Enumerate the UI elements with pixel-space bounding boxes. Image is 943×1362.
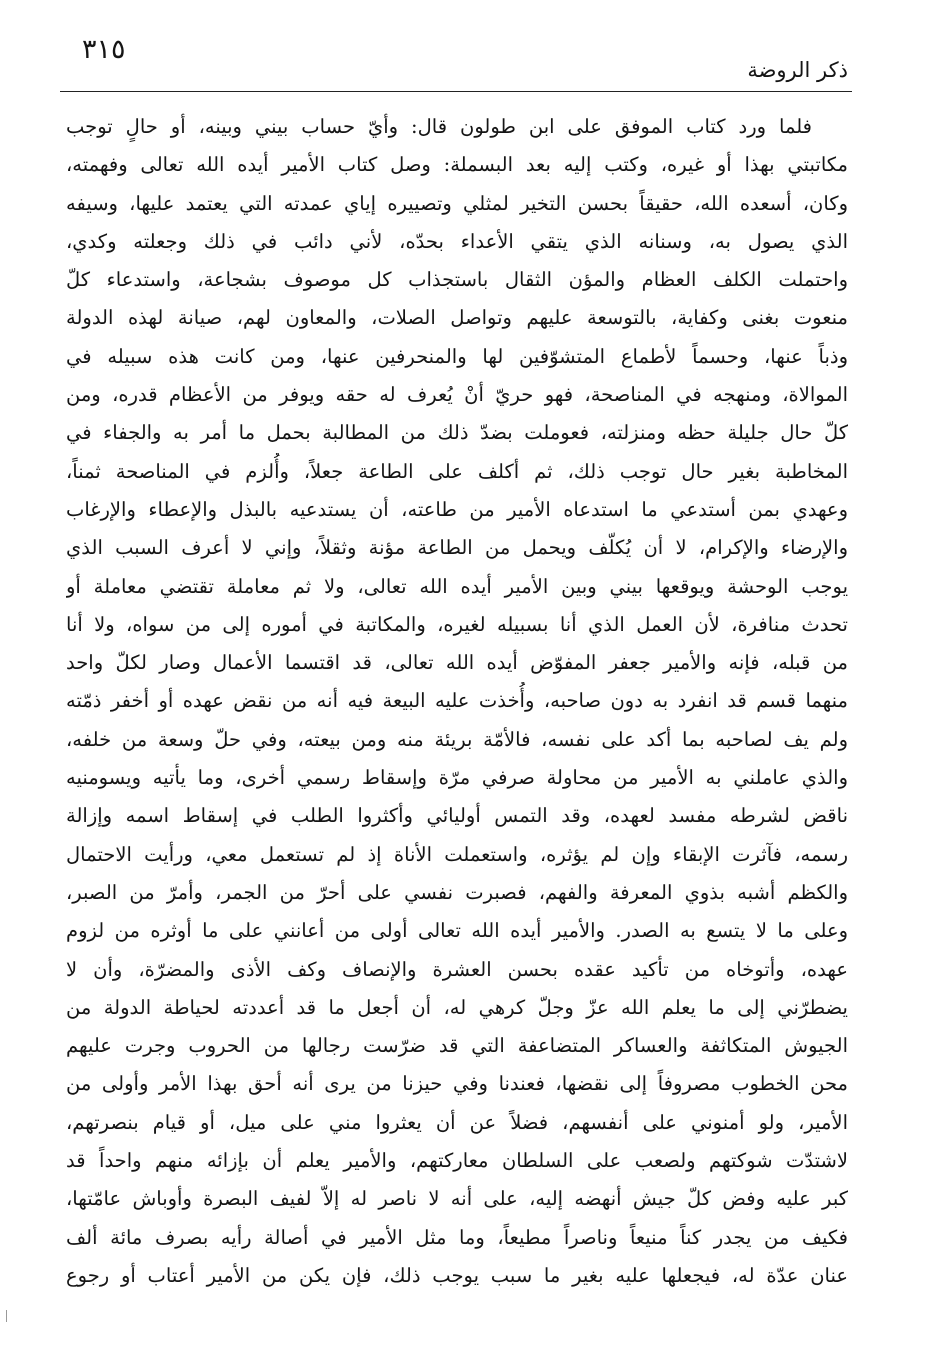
text-line: ناقض لشرطه مفسد لعهده، وقد التمس أوليائي وأكثروا الطلب في إسقاط اسمه وإزالة (66, 804, 848, 828)
text-line: كبر عليه وفض كلّ جيش أنهضه إليه، على أنه لا ناصر له إلاّ لفيف البصرة وأوباش عامّتها، (66, 1187, 848, 1211)
text-line: منعوت بغنى وكفاية، بالتوسعة عليهم وتواصل الصلات، والمعاون لهم، صيانة لهذه الدولة (66, 306, 848, 330)
page-header (60, 28, 852, 92)
text-line: عهده، وأتوخاه من تأكيد عقده بحسن العشرة والإنصاف وكف الأذى والمضرّة، وأن لا (66, 957, 848, 981)
running-title: ذكر الروضة (747, 58, 848, 82)
text-line: وذباً عنها، وحسماً لأطماع المتشوّفين لها والمنحرفين عنها، ومن كانت هذه سبيله في (66, 344, 848, 368)
text-line: فكيف من يجدر كناً منيعاً وناصراً مطيعاً، وما مثل الأمير في أصالة رأيه بصرف مائة ألف (66, 1225, 848, 1249)
text-line: منهما قسم قد انفرد به دون صاحبه، وأُخذت عليه البيعة فيه أنه من نقض عهده أو أخفر ذمّته (66, 689, 848, 713)
text-line: مكاتبتي بهذا أو غيره، وكتب إليه بعد البسملة: وصل كتاب الأمير أيده الله تعالى وفهمته، (66, 153, 848, 177)
text-line: وعلى ما لا يتسع به الصدر. والأمير أيده الله تعالى أولى من أعانني على ما أوثره من لزوم (66, 919, 848, 943)
text-line: الجيوش المتكاثفة والعساكر المتضاعفة التي قد ضرّست رجالها من الحروب وجرت عليهم (66, 1034, 848, 1058)
text-line: تحدث منافرة، لأن العمل الذي أنا بسبيله لغيره، والمكاتبة في أموره إلى من سواه، ولا أنا (66, 612, 848, 636)
text-line: كلّ حال جليلة حظه ومنزلته، فعوملت بضدّ ذلك من المطالبة بحمل ما أمر به والجفاء في (66, 421, 848, 445)
text-line: المخاطبة بغير حال توجب ذلك، ثم أكلف على الطاعة جعلاً، وأُلزم في المناصحة ثمناً، (66, 459, 848, 483)
text-line: وعهدي بمن أستدعي ما استدعاه الأمير من طاعته، أن يستدعيه بالبذل والإعطاء والإرغاب (66, 497, 848, 521)
text-line: يضطرّني إلى ما يعلم الله عزّ وجلّ كرهي له، أن أجعل ما قد أعددته لحياطة الدولة من (66, 995, 848, 1019)
text-line: والكظم أشبه بذوي المعرفة والفهم، فصبرت نفسي على أحرّ من الجمر، وأمرّ من الصبر، (66, 880, 848, 904)
text-line: والذي عاملني به الأمير من محاولة صرفي مرّة وإسقاط رسمي أخرى، وما يأتيه ويسومنيه (66, 766, 848, 790)
text-line: والإرضاء والإكرام، لا أن يُكلّف ويحمل من الطاعة مؤنة وثقلاً، وإني لا أعرف السبب الذي (66, 536, 848, 560)
text-line: ولم يف لصاحبه بما أكد على نفسه، فالأمّة بريئة منه ومن بيعته، وفي حلّ وسعة من خلفه، (66, 727, 848, 751)
text-line: فلما ورد كتاب الموفق على ابن طولون قال: وأيّ حساب بيني وبينه، أو حالٍ توجب (66, 115, 812, 138)
text-line: وكان، أسعده الله، حقيقاً بحسن التخير لمثلي وتصييره إياي عمدته التي يعتمد عليها، وسيفه (66, 191, 848, 215)
text-line: عنان عدّة له، فيجعلها عليه بغير ما سبب يوجب ذلك، فإن يكن من الأمير أعتاب أو رجوع (66, 1263, 848, 1287)
header-rule (60, 91, 852, 92)
text-line: رسمه، فآثرت الإبقاء وإن لم يؤثره، واستعملت الأناة إذ لم تستعمل معي، ورأيت الاحتمال (66, 842, 848, 866)
text-line: محن الخطوب مصروفاً إلى نقضها، فعندنا وفي حيزنا من يرى أنه أحق بهذا الأمر وأولى من (66, 1072, 848, 1096)
text-line: الأمير، ولو أمنوني على أنفسهم، فضلاً عن أن يعثروا مني على ميل، أو قيام بنصرتهم، (66, 1110, 848, 1134)
page-number: ٣١٥ (82, 34, 126, 65)
main-text (66, 108, 848, 1295)
text-line: واحتملت الكلف العظام والمؤن الثقال باستجذاب كل موصوف بشجاعة، واستدعاء كلّ (66, 268, 848, 292)
text-line: الموالاة، ومنهجه في المناصحة، فهو حريّ أنْ يُعرف له حقه ويوفر من الأعظام قدره، ومن (66, 383, 848, 407)
text-line: لاشتدّت شوكتهم ولصعب على السلطان معاركتهم، والأمير يعلم أن بإزائه منهم واحداً قد (66, 1149, 848, 1173)
text-line: من قبله، فإنه والأمير جعفر المفوّض أيده الله تعالى، قد اقتسما الأعمال وصار لكلّ واحد (66, 651, 848, 675)
text-line: يوجب الوحشة ويوقعها بيني وبين الأمير أيده الله تعالى، ولا ثم معاملة تقتضي معاملة أو (66, 574, 848, 598)
margin-mark (6, 1310, 9, 1322)
text-line: الذي يصول به، وسنانه الذي يتقي الأعداء بحدّه، لأني دائب في ذلك وجعلته وكدي، (66, 229, 848, 253)
